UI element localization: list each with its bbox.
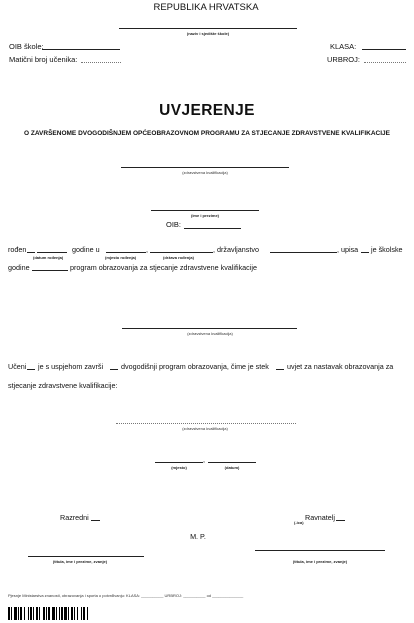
document-subtitle: O ZAVRŠENOME DVOGODIŠNJEM OPĆEOBRAZOVNOM PROGRAMU ZA STJECANJE ZDRAVSTVENE KVALIFIKACIJE [24, 130, 390, 137]
issue-place-caption: (mjesto) [171, 465, 187, 470]
result-gender-field-1[interactable] [27, 369, 35, 370]
barcode-bar [14, 607, 17, 620]
barcode-bar [87, 607, 88, 620]
qualification-line[interactable] [121, 167, 289, 168]
barcode-bar [83, 607, 85, 620]
principal-label: Ravnatelj [305, 513, 335, 522]
result-gender-field-3[interactable] [276, 369, 284, 370]
birth-date-field[interactable] [37, 252, 67, 253]
barcode-bar [46, 607, 47, 620]
result-completed-label: je s uspjehom završi [38, 362, 104, 371]
barcode-bar [33, 607, 34, 620]
ministry-approval-text: Pjesnje Ministarstva znanosti, obrazovanja i sporta o potvrđivanju: KLASA: __________ URBROJ: __________ od ______________ [8, 593, 244, 598]
barcode-bar [52, 607, 55, 620]
class-teacher-label: Razredni [60, 513, 89, 522]
program-text: program obrazovanja za stjecanje zdravstvene kvalifikacije [70, 263, 257, 272]
school-name-line[interactable] [119, 28, 297, 29]
student-oib-label: OIB: [166, 220, 182, 229]
issue-place-field[interactable] [155, 462, 203, 463]
barcode-bar [36, 607, 38, 620]
student-name-caption: (ime i prezime) [190, 213, 220, 218]
urbroj-label: URBROJ: [327, 55, 360, 64]
republic-heading: REPUBLIKA HRVATSKA [153, 2, 259, 13]
qualification-line-2[interactable] [122, 328, 297, 329]
principal-note: (-ica) [294, 520, 304, 525]
barcode-bar [64, 607, 67, 620]
barcode-bar [71, 607, 73, 620]
gender-suffix-field[interactable] [27, 252, 35, 253]
principal-signature-caption: (titula, ime i prezime, zvanje) [292, 559, 348, 564]
school-oib-label: OIB škole: [9, 42, 44, 51]
barcode-bar [11, 607, 12, 620]
year-label: godine [8, 263, 30, 272]
student-name-line[interactable] [151, 210, 259, 211]
issue-date-caption: (datum) [224, 465, 240, 470]
class-teacher-suffix-field[interactable] [91, 520, 100, 521]
result-gender-field-2[interactable] [110, 369, 118, 370]
barcode-bar [39, 607, 40, 620]
barcode-bar [56, 607, 57, 620]
school-year-label: je školske [371, 245, 403, 254]
qualification-caption-2: (zdravstvena kvalifikacija) [187, 331, 233, 336]
barcode-bar [28, 607, 29, 620]
barcode-bar [18, 607, 19, 620]
qualification-caption: (zdravstvena kvalifikacija) [182, 170, 228, 175]
born-label: rođen [8, 245, 27, 254]
barcode-bar [68, 607, 69, 620]
citizenship-field[interactable] [270, 252, 337, 253]
barcode-bar [81, 607, 82, 620]
document-title: UVJERENJE [159, 102, 255, 119]
principal-suffix-field[interactable] [336, 520, 345, 521]
barcode-bar [30, 607, 32, 620]
birth-place-field[interactable] [106, 252, 146, 253]
barcode-bar [43, 607, 45, 620]
school-oib-field[interactable] [42, 49, 120, 50]
stamp-label: M. P. [190, 532, 206, 541]
result-continue-label: uvjet za nastavak obrazovanja za [287, 362, 394, 371]
barcode-bar [8, 607, 10, 620]
urbroj-field[interactable] [364, 62, 406, 63]
acquired-qualification-line[interactable] [116, 423, 296, 424]
result-student-label: Učeni [8, 362, 27, 371]
birth-place-caption: (mjesto rođenja) [105, 255, 137, 260]
maticni-broj-label: Matični broj učenika: [9, 55, 78, 64]
school-year-field[interactable] [32, 270, 68, 271]
result-program-label: dvogodišnji program obrazovanja, čime je stek [121, 362, 269, 371]
enrolled-suffix-field[interactable] [361, 252, 369, 253]
maticni-broj-field[interactable] [81, 62, 121, 63]
class-teacher-signature-line[interactable] [28, 556, 144, 557]
principal-signature-line[interactable] [255, 550, 385, 551]
birth-country-field[interactable] [150, 252, 213, 253]
barcode-image [8, 607, 110, 620]
enrolled-label: , upisa [337, 245, 359, 254]
year-in-label: godine u [72, 245, 100, 254]
barcode-bar [59, 607, 60, 620]
barcode-bar [61, 607, 63, 620]
result-qualification-label: stjecanje zdravstvene kvalifikacije: [8, 381, 118, 390]
class-teacher-signature-caption: (titula, ime i prezime, zvanje) [52, 559, 108, 564]
student-oib-field[interactable] [184, 228, 241, 229]
klasa-field[interactable] [362, 49, 406, 50]
birth-date-caption: (datum rođenja) [33, 255, 64, 260]
birth-country-caption: (država rođenja) [163, 255, 194, 260]
barcode-bar [20, 607, 22, 620]
barcode-bar [48, 607, 50, 620]
barcode-bar [77, 607, 78, 620]
klasa-label: KLASA: [330, 42, 357, 51]
school-name-caption: (naziv i sjedište škole) [186, 31, 230, 36]
barcode-bar [24, 607, 25, 620]
citizenship-label: , državljanstvo [213, 245, 259, 254]
barcode-bar [74, 607, 75, 620]
acquired-qualification-caption: (zdravstvena kvalifikacija) [182, 426, 228, 431]
issue-date-field[interactable] [208, 462, 256, 463]
